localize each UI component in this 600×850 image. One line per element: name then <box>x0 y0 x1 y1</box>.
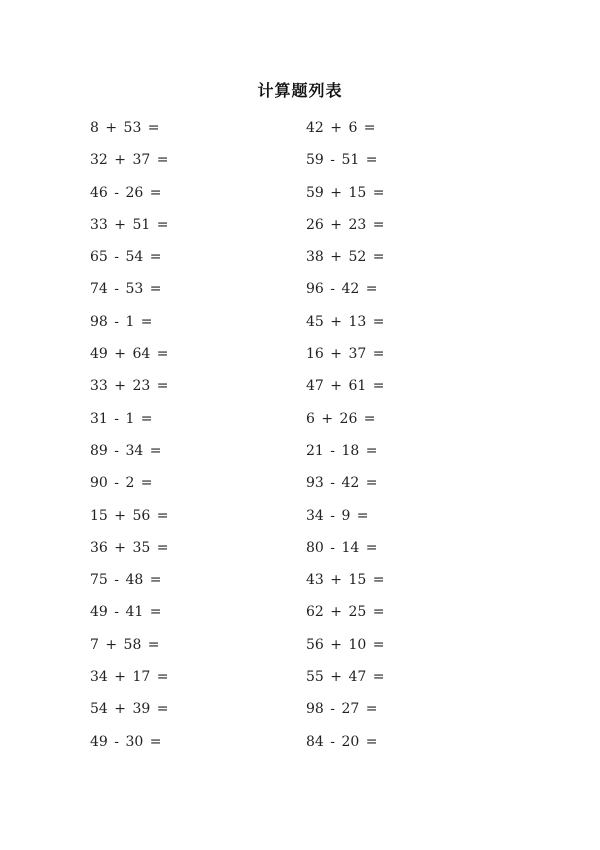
problem: 6 + 26 = <box>306 410 376 427</box>
problem: 55 + 47 = <box>306 669 385 686</box>
problem: 49 - 41 = <box>90 604 162 621</box>
problem: 49 - 30 = <box>90 733 162 750</box>
problem: 26 + 23 = <box>306 216 385 233</box>
problem: 96 - 42 = <box>306 281 378 298</box>
problem: 89 - 34 = <box>90 442 162 459</box>
problem: 84 - 20 = <box>306 733 378 750</box>
problem: 47 + 61 = <box>306 378 385 395</box>
problem: 33 + 51 = <box>90 216 169 233</box>
problem: 65 - 54 = <box>90 249 162 266</box>
problem: 16 + 37 = <box>306 346 385 363</box>
problem: 36 + 35 = <box>90 539 169 556</box>
problem-grid <box>90 118 510 764</box>
problem: 98 - 1 = <box>90 313 153 330</box>
problem: 43 + 15 = <box>306 572 385 589</box>
problem: 34 - 9 = <box>306 507 369 524</box>
problem: 34 + 17 = <box>90 669 169 686</box>
problem: 33 + 23 = <box>90 378 169 395</box>
problem: 80 - 14 = <box>306 539 378 556</box>
problem: 49 + 64 = <box>90 346 169 363</box>
problem: 74 - 53 = <box>90 281 162 298</box>
problem: 90 - 2 = <box>90 475 153 492</box>
problem: 59 - 51 = <box>306 152 378 169</box>
problem: 38 + 52 = <box>306 249 385 266</box>
problem: 56 + 10 = <box>306 636 385 653</box>
problem: 31 - 1 = <box>90 410 153 427</box>
problem: 32 + 37 = <box>90 152 169 169</box>
problem: 45 + 13 = <box>306 313 385 330</box>
problem: 8 + 53 = <box>90 120 160 136</box>
problem: 75 - 48 = <box>90 572 162 589</box>
problem: 93 - 42 = <box>306 475 378 492</box>
problem: 98 - 27 = <box>306 701 378 718</box>
problem: 46 - 26 = <box>90 184 162 201</box>
problem: 59 + 15 = <box>306 184 385 201</box>
problem: 21 - 18 = <box>306 442 378 459</box>
problem: 7 + 58 = <box>90 636 160 653</box>
problem: 62 + 25 = <box>306 604 385 621</box>
page-title: 计算题列表 <box>257 81 343 100</box>
problem: 15 + 56 = <box>90 507 169 524</box>
problem: 54 + 39 = <box>90 701 169 718</box>
problem: 42 + 6 = <box>306 120 376 136</box>
